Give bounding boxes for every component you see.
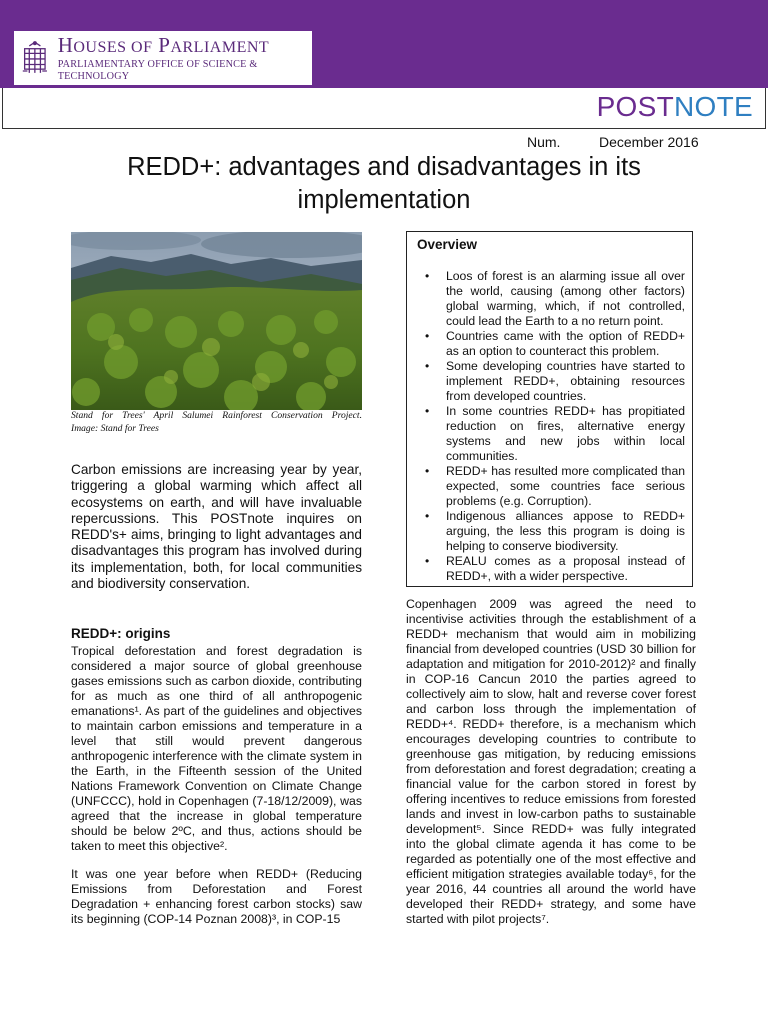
- origins-heading: REDD+: origins: [71, 626, 171, 641]
- overview-heading: Overview: [417, 237, 478, 252]
- overview-item: • In some countries REDD+ has propitiated reduction on fires, alternative energy systems and new jobs within local communities.: [413, 404, 685, 464]
- logo-text: [58, 34, 312, 83]
- caption-line-1: Stand for Trees' April Salumei Rainforest Conservation Project.: [71, 410, 362, 421]
- note-date: December 2016: [599, 134, 699, 150]
- org-name: HOUSES OF PARLIAMENT: [57, 32, 270, 57]
- note-number: Num.: [527, 134, 561, 150]
- overview-item: • Countries came with the option of REDD+ as an option to counteract this problem.: [413, 329, 685, 359]
- overview-item: • REALU comes as a proposal instead of REDD+, with a wider perspective.: [413, 554, 685, 584]
- photo-caption: [71, 409, 362, 435]
- header-banner: [0, 0, 768, 88]
- org-subtitle: PARLIAMENTARY OFFICE OF SCIENCE & TECHNOLOGY: [57, 58, 258, 82]
- portcullis-icon: [20, 39, 50, 77]
- caption-line-2: Image: Stand for Trees: [71, 423, 159, 434]
- overview-item: • REDD+ has resulted more complicated than expected, some countries face serious problems (e.g. Corruption).: [413, 464, 685, 509]
- origins-paragraph-1: Tropical deforestation and forest degradation is considered a major source of global greenhouse gases emissions such as carbon dioxide, contributing for as much as one third of all anthropogenic emanations¹. As part of the guidelines and objectives to maintain carbon emissions and temperature in a level that still would prevent dangerous anthropogenic interference with the climate system in the Earth, in the Fifteenth session of the United Nations Framework Convention on Climate Change (UNFCCC), hold in Copenhagen (7-18/12/2009), was agreed that the increase in global temperature should be below 2ºC, and thus, actions should be taken to meet this objective².: [71, 644, 362, 853]
- overview-list: [413, 269, 685, 584]
- overview-box: [406, 231, 693, 587]
- right-column-paragraph: Copenhagen 2009 was agreed the need to incentivise activities through the establishment of a REDD+ mechanism that would aim in mobilizing financial from developed countries (USD 30 billion for adaptation and mitigation for 2010-2012)² and finally in COP-16 Cancun 2010 the parties agreed to collectively aim to slow, halt and reverse cover forest and carbon loss through the implementation of REDD+⁴. REDD+ therefore, is a mechanism which encourages developing countries to contribute to greenhouse gas mitigation, by reducing emissions from deforestation and forest degradation; creating a financial value for the carbon stored in forest by offering incentives to reduce emissions from forested lands and invest in low-carbon paths to sustainable development⁵. Since REDD+ was fully integrated into the global climate agenda it has come to be regarded as potentially one of the most effective and efficient mitigation strategies available today⁶, for the year 2016, 44 countries all around the world have developed their REDD+ strategy, and some have started with pilot projects⁷.: [406, 597, 696, 926]
- series-band: [2, 88, 766, 129]
- postnote-wordmark: POSTNOTE: [596, 91, 753, 122]
- overview-item: • Loos of forest is an alarming issue all over the world, causing (among other factors) global warming, which, if not controlled, could lead the Earth to a no return point.: [413, 269, 685, 329]
- origins-paragraph-2: It was one year before when REDD+ (Reducing Emissions from Deforestation and Forest Degradation + enhancing forest carbon stocks) saw its beginning (COP-14 Poznan 2008)³, in COP-15: [71, 867, 362, 926]
- overview-item: • Indigenous alliances appose to REDD+ arguing, the less this program is doing is helping to conserve biodiversity.: [413, 509, 685, 554]
- parliament-logo[interactable]: [14, 31, 312, 85]
- page-title: REDD+: advantages and disadvantages in its implementation: [127, 153, 641, 214]
- rainforest-image: [71, 232, 362, 410]
- rainforest-photo: [71, 232, 362, 410]
- overview-item: • Some developing countries have started to implement REDD+, obtaining resources from developed countries.: [413, 359, 685, 404]
- intro-paragraph: Carbon emissions are increasing year by year, triggering a global warming which affect all ecosystems on earth, and will have invaluable repercussions. This POSTnote inquires on REDD's+ aims, bringing to light advantages and disadvantages this program has involved during its implementation, both, for local communities and biodiversity conservation.: [71, 462, 362, 592]
